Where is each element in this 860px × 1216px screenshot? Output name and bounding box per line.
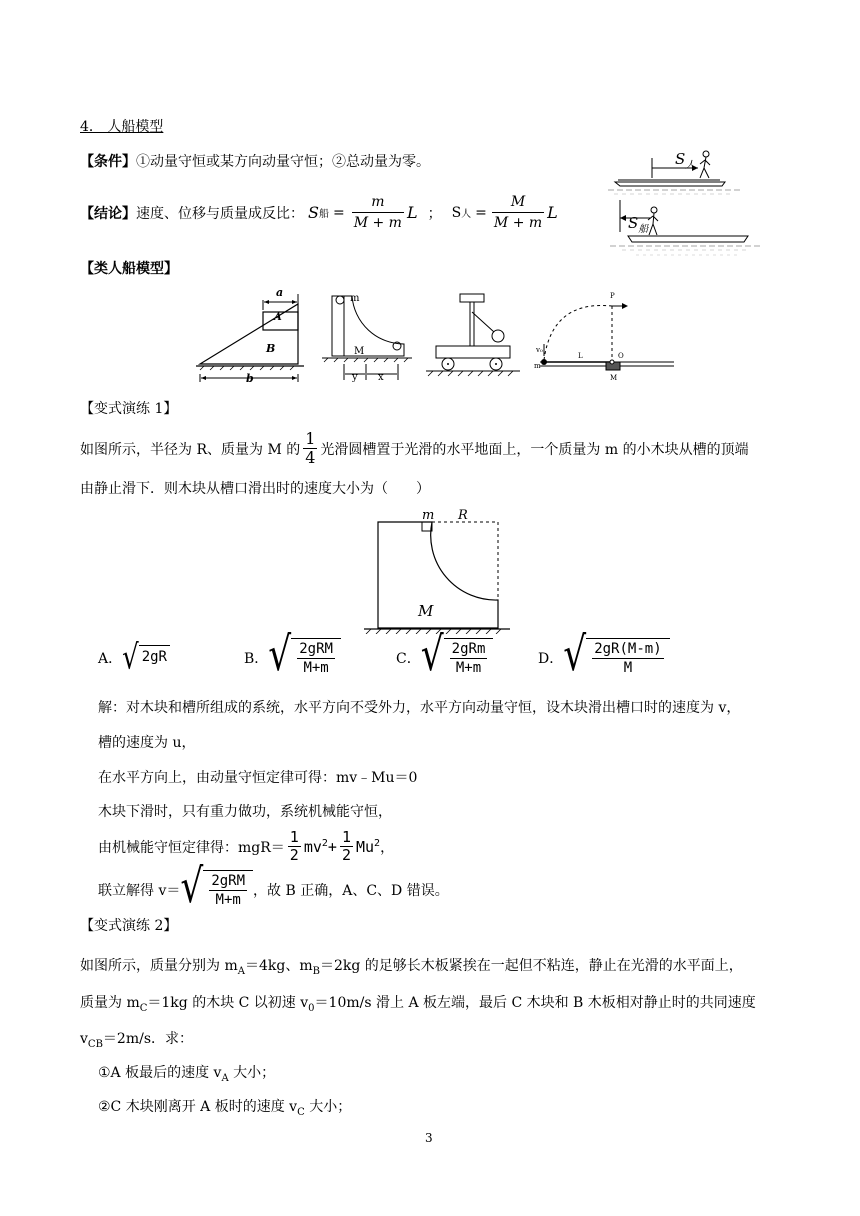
label-B: B <box>266 342 276 355</box>
cart-pendulum-diagram <box>424 290 524 385</box>
exercise1-title: 【变式演练 1】 <box>80 401 178 417</box>
label-v0: v₀ <box>536 346 543 354</box>
option-A[interactable] <box>98 638 170 678</box>
curved-slot-diagram <box>318 290 418 385</box>
exercise2-question1: ①A 板最后的速度 $v_A$ 大小； <box>98 1065 276 1084</box>
v-solution-sqrt: √ $\frac{\text{2gRM}}{M+m}$ <box>180 870 253 909</box>
quarter-slot-figure <box>362 506 512 634</box>
mv-term: $mv^2$ <box>303 837 328 856</box>
equals-2: = <box>475 204 487 221</box>
option-B[interactable] <box>244 628 341 682</box>
option-D[interactable] <box>538 628 670 682</box>
ex1-text-a: 如图所示，半径为 R、质量为 M 的 <box>80 441 301 458</box>
conclusion-text: 速度、位移与质量成反比： <box>136 205 304 222</box>
frac1-denominator: M + m <box>353 215 402 231</box>
label-P: P <box>610 292 615 300</box>
option-C[interactable] <box>396 628 493 682</box>
frac1-numerator: m <box>352 192 404 213</box>
s-boat-sub: 船 <box>318 209 329 220</box>
option-B-sqrt: √ $\frac{\text{2gRM}}{M+m}$ <box>268 638 341 677</box>
line5-comma: ， <box>380 839 395 856</box>
solution-line2: 槽的速度为 u， <box>98 735 196 751</box>
label-L4: L <box>578 352 583 360</box>
frac2-denominator: M + m <box>493 215 543 231</box>
label-y: y <box>352 372 358 383</box>
exercise2-question2: ②C 木块刚离开 A 板时的速度 $v_C$ 大小； <box>98 1099 352 1118</box>
option-D-label: D． <box>538 650 564 667</box>
section-title: 4． 人船模型 <box>80 119 164 135</box>
fraction-M-over-Mm <box>492 192 544 233</box>
conclusion-label: 【结论】 <box>80 205 136 222</box>
separator: ； <box>427 205 442 222</box>
label-O: O <box>618 352 624 360</box>
fig-label-M: M <box>418 602 434 620</box>
fig-label-m: m <box>422 508 435 523</box>
exercise1-line1 <box>80 430 749 467</box>
label-M4: M <box>610 374 618 382</box>
half-fraction-2: $\frac{1}{2}$ <box>341 828 351 864</box>
Mu-term: Mu$^2$ <box>355 837 381 856</box>
solution-line5 <box>98 829 394 864</box>
solution-line3: 在水平方向上，由动量守恒定律可得：mv﹣Mu＝0 <box>98 770 418 786</box>
s-person-sub: 人 <box>461 209 472 220</box>
exercise2-line1: 如图所示，质量分别为 $m_A=4kg$、$m_B=2kg$ 的足够长木板紧挨在一起但不粘连，静止在光滑的水平面上， <box>80 958 743 977</box>
option-B-label: B． <box>244 650 269 667</box>
fig-s-boat: $S_船$ <box>628 214 649 235</box>
option-C-label: C． <box>396 650 421 667</box>
exercise2-title: 【变式演练 2】 <box>80 918 178 934</box>
ex1-text-b: 光滑圆槽置于光滑的水平地面上，一个质量为 m 的小木块从槽的顶端 <box>320 441 749 458</box>
label-x: x <box>378 372 384 383</box>
conclusion-line <box>80 192 558 233</box>
page-number: 3 <box>425 1131 433 1145</box>
similar-models-title: 【类人船模型】 <box>80 261 178 277</box>
solution-line5-text: 由机械能守恒定律得：mgR＝ <box>98 839 285 856</box>
fig-label-R: R <box>458 508 468 523</box>
condition-line <box>80 151 430 171</box>
plus-sign: + <box>327 837 337 856</box>
quarter-fraction: $\frac{1}{4}$ <box>305 429 316 467</box>
condition-text: ①动量守恒或某方向动量守恒；②总动量为零。 <box>136 154 430 170</box>
s-boat-symbol: S <box>308 203 319 222</box>
exercise2-line3: $v_{CB}=2m/s$．求： <box>80 1031 194 1050</box>
fraction-m-over-Mm <box>352 192 404 233</box>
option-A-label: A． <box>98 651 123 667</box>
solution-line6 <box>98 860 449 914</box>
label-m2: m <box>350 293 360 304</box>
L-symbol-1: L <box>406 203 418 222</box>
label-A: A <box>274 312 282 323</box>
person-boat-figure <box>600 140 780 270</box>
frac2-numerator: M <box>492 192 544 213</box>
L-symbol-2: L <box>547 203 558 222</box>
solution-line6-text-b: ，故 B 正确，A、C、D 错误。 <box>253 882 449 899</box>
option-D-sqrt: √ $\frac{2gR(M-m)}{M}$ <box>563 638 669 677</box>
rod-rotation-diagram <box>534 290 676 385</box>
solution-line6-text-a: 联立解得 v＝ <box>98 882 181 899</box>
label-b: b <box>246 372 254 385</box>
exercise1-line2: 由静止滑下．则木块从槽口滑出时的速度大小为（ ） <box>80 481 430 497</box>
condition-label: 【条件】 <box>80 154 136 170</box>
solution-line4: 木块下滑时，只有重力做功，系统机械能守恒， <box>98 804 392 820</box>
exercise2-line2: 质量为 $m_C=1kg$ 的木块 C 以初速 $v_0=10m/s$ 滑上 A 板左端，最后 C 木块和 B 木板相对静止时的共同速度 <box>80 995 756 1014</box>
option-C-sqrt: √ $\frac{\text{2gRm}}{M+m}$ <box>421 638 494 677</box>
half-fraction-1: $\frac{1}{2}$ <box>289 828 299 864</box>
label-m4: m <box>534 362 541 370</box>
solution-line1: 解：对木块和槽所组成的系统，水平方向不受外力，水平方向动量守恒，设木块滑出槽口时的速度为 v， <box>98 700 741 716</box>
equals-1: = <box>332 204 345 221</box>
option-A-sqrt: √ 2gR <box>122 645 170 671</box>
label-a: a <box>276 286 284 299</box>
fig-s-person: $S_人$ <box>675 150 696 171</box>
s-person-symbol: S <box>451 204 462 221</box>
label-M2: M <box>354 346 365 357</box>
wedge-diagram <box>190 286 310 385</box>
